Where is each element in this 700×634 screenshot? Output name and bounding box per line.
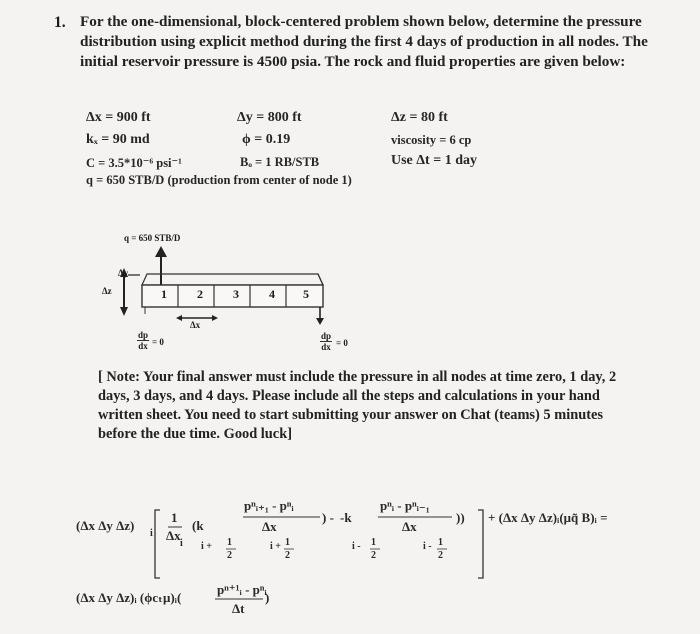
eq-half-num-2: 1	[285, 537, 290, 548]
node-4: 4	[269, 287, 275, 301]
eq-close-2: ))	[456, 510, 465, 525]
dx-label: Δx	[190, 320, 201, 330]
eq-lhs-sub: i	[150, 528, 153, 539]
left-bc-den: dx	[138, 341, 148, 351]
dz-label: Δz	[102, 286, 112, 296]
node-5: 5	[303, 287, 309, 301]
eq-den-1: Δx	[262, 519, 277, 534]
given-porosity: ϕ = 0.19	[242, 132, 291, 147]
eq-dx-den: Δx	[166, 528, 181, 543]
eq-rhs-close: )	[265, 590, 270, 605]
eq-num-2: pⁿᵢ - pⁿᵢ₋₁	[380, 498, 430, 513]
grid-line	[318, 274, 323, 285]
given-dz: Δz = 80 ft	[391, 110, 448, 125]
given-rate: q = 650 STB/D (production from center of node 1)	[86, 173, 352, 187]
given-viscosity: viscosity = 6 cp	[391, 133, 472, 147]
left-bc-num: dp	[138, 330, 149, 340]
eq-right-bracket	[478, 510, 483, 578]
eq-k-2: -k	[340, 510, 352, 525]
eq-half-den-3: 2	[371, 550, 376, 561]
left-bc	[137, 330, 149, 351]
eq-dx-sub: i	[180, 538, 183, 549]
given-dt: Use Δt = 1 day	[391, 153, 477, 168]
eq-half-den-2: 2	[285, 550, 290, 561]
eq-k-sub: i +	[201, 541, 212, 552]
given-kx: kₓ = 90 md	[86, 132, 150, 147]
grid-top-face	[142, 274, 323, 285]
eq-left-bracket	[155, 510, 160, 578]
eq-half-num-3: 1	[371, 537, 376, 548]
problem-text-1: For the one-dimensional, block-centered problem shown below, determine the pressure distribution using	[80, 13, 642, 50]
dx-arrow-left	[176, 315, 182, 321]
eq-k-sub-3: i -	[352, 541, 361, 552]
production-arrow-head	[155, 246, 167, 257]
eq-lhs-factor: (Δx Δy Δz)	[76, 518, 135, 533]
eq-half-den-1: 2	[227, 550, 232, 561]
diagram-rate-label: q = 650 STB/D	[124, 233, 181, 243]
eq-half-den-4: 2	[438, 550, 443, 561]
eq-k-sub-2: i +	[270, 541, 281, 552]
given-dy: Δy = 800 ft	[237, 110, 302, 125]
eq-k-sub-4: i -	[423, 541, 432, 552]
right-bc-num: dp	[321, 331, 332, 341]
eq-rhs-factor: (Δx Δy Δz)ᵢ (ϕcₜμ)ᵢ(	[76, 590, 182, 605]
node-2: 2	[197, 287, 203, 301]
eq-close-1: ) -	[322, 510, 334, 525]
eq-half-num-4: 1	[438, 537, 443, 548]
dz-arrow-tail	[120, 307, 128, 316]
problem-bold-text: explicit method	[199, 33, 300, 50]
right-bc-den: dx	[321, 342, 331, 352]
node-3: 3	[233, 287, 239, 301]
dx-arrow-right	[212, 315, 218, 321]
problem-text-2: during the first 4 days of production in all nodes. The initial reservoir pressure is 4500 psia. The rock and fluid properties are given below:	[80, 33, 648, 70]
eq-rhs-den: Δt	[232, 601, 245, 616]
question-number: 1.	[54, 14, 66, 31]
eq-k-open: (k	[192, 518, 204, 533]
node-1: 1	[161, 287, 167, 301]
left-bc-eq: = 0	[152, 337, 164, 347]
eq-rhs-num: pⁿ⁺¹ᵢ - pⁿᵢ	[217, 582, 267, 597]
eq-source-term: + (Δx Δy Δz)ᵢ(μq̃ B)ᵢ =	[488, 510, 608, 525]
given-dx: Δx = 900 ft	[86, 110, 151, 125]
given-bo: Bₒ = 1 RB/STB	[240, 155, 320, 169]
dy-label: Δy	[118, 268, 129, 278]
eq-den-2: Δx	[402, 519, 417, 534]
eq-num-1: pⁿᵢ₊₁ - pⁿᵢ	[244, 498, 294, 513]
boundary-arrow-head	[316, 318, 324, 325]
note-text: [ Note: Your final answer must include the pressure in all nodes at time zero, 1 day, 2 days, 3 days, and 4 days. Please include all the steps and calculations in your hand written sheet. You need to start submitting your answer on Chat (teams) 5 minutes before the due time. Good luck]	[98, 369, 617, 442]
given-compressibility: C = 3.5*10⁻⁶ psi⁻¹	[86, 156, 182, 170]
eq-one: 1	[171, 510, 178, 525]
node-row	[146, 287, 322, 302]
eq-half-num-1: 1	[227, 537, 232, 548]
right-bc	[320, 331, 332, 352]
right-bc-eq: = 0	[336, 338, 348, 348]
